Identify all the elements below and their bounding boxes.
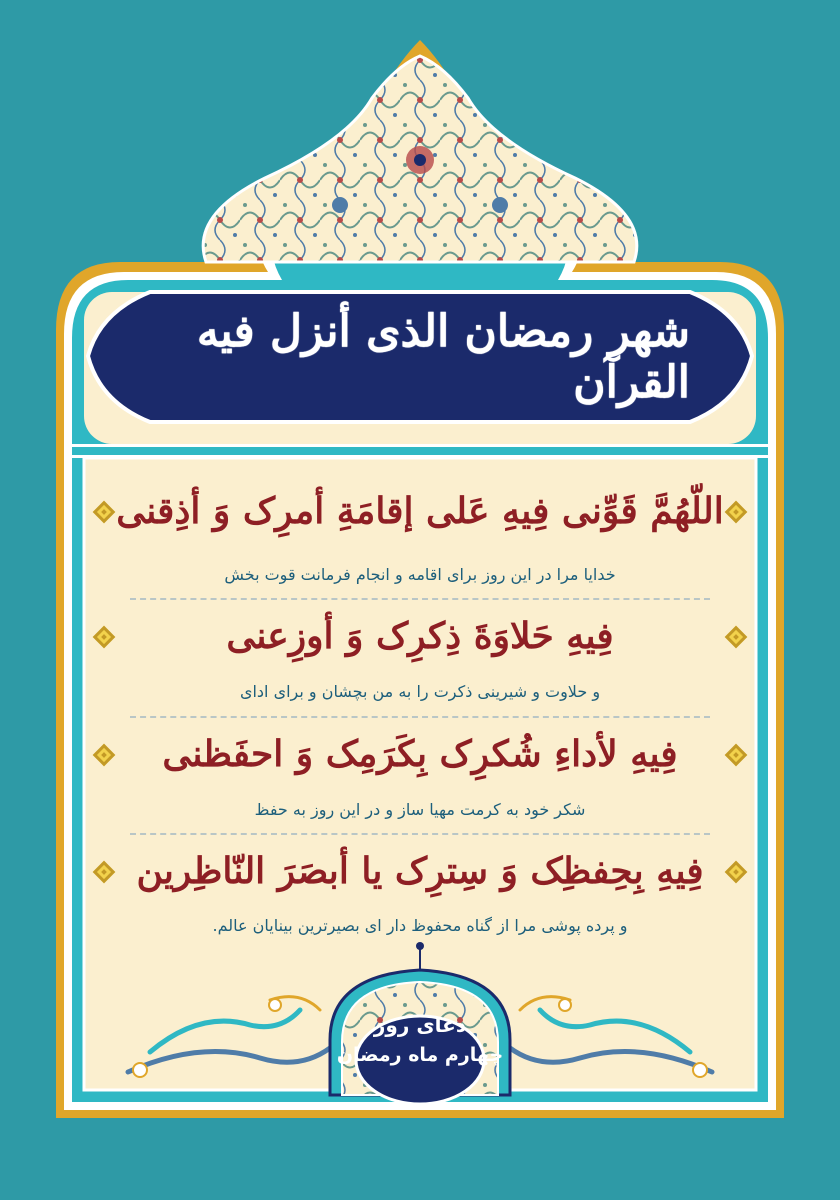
flower-icon <box>133 1063 147 1077</box>
verse-row <box>96 490 744 533</box>
verse-row <box>96 733 744 776</box>
flower-icon <box>693 1063 707 1077</box>
banner-calligraphy: شهر رمضان الذی أنزل فیه القرآن <box>196 306 690 408</box>
dashed-divider <box>130 833 710 835</box>
verse-arabic: فِیهِ لأداءِ شُکرِک بِکَرَمِک وَ احفَظنی <box>162 733 678 775</box>
medallion-line-2: چهارم ماه رمضان <box>336 1044 504 1066</box>
verse-translation: و حلاوت و شیرینی ذکرت را به من بچشان و برای ادای <box>239 682 601 701</box>
verse-translation: خدایا مرا در این روز برای اقامه و انجام فرمانت قوت بخش <box>224 565 616 584</box>
flower-icon <box>559 999 571 1011</box>
diamond-bullet-icon <box>725 625 748 648</box>
flower-ornament-left <box>332 197 348 213</box>
diamond-bullet-icon <box>725 743 748 766</box>
verse-row <box>96 615 744 658</box>
verse-arabic: فِیهِ بِحِفظِک وَ سِترِک یا أبصَرَ النّاظِرین <box>136 850 704 892</box>
medallion-label <box>332 1010 508 1070</box>
verse-translation: و پرده پوشی مرا از گناه محفوظ دار ای بصیرترین بینایان عالم. <box>212 916 628 935</box>
verse-arabic: اللّهُمَّ قَوِّنی فِیهِ عَلی إقامَةِ أمرِک وَ أذِقنی <box>116 490 724 532</box>
verse-row <box>96 850 744 893</box>
dashed-divider <box>130 716 710 718</box>
diamond-bullet-icon <box>725 500 748 523</box>
verse-translation: شکر خود به کرمت مهیا ساز و در این روز به حفظ <box>254 800 586 819</box>
medallion-line-1: دعای روز <box>373 1013 467 1037</box>
flower-ornament-right <box>492 197 508 213</box>
verse-arabic: فِیهِ حَلاوَةَ ذِکرِک وَ أوزِعنی <box>226 615 614 657</box>
diamond-bullet-icon <box>725 860 748 883</box>
flower-center <box>414 154 426 166</box>
flower-icon <box>269 999 281 1011</box>
dashed-divider <box>130 598 710 600</box>
